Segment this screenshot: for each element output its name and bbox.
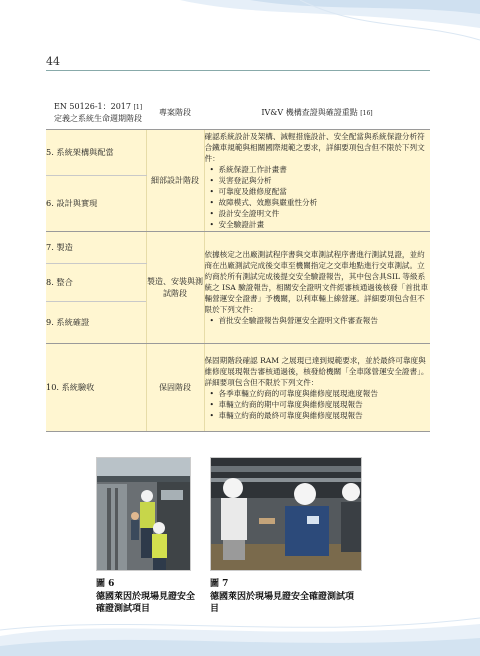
figure-7-photo bbox=[210, 457, 362, 571]
figure-label: 圖 6 bbox=[96, 579, 115, 589]
list-item: • 系統保證工作計畫書 bbox=[214, 164, 431, 175]
lifecycle-table bbox=[46, 97, 430, 432]
figure-caption-text: 德國萊因於現場見證安全確證測試項目 bbox=[96, 591, 196, 615]
phase-cell: 細部設計階段 bbox=[146, 130, 204, 232]
figure-6-photo bbox=[96, 457, 191, 571]
top-wave-decoration bbox=[0, 0, 480, 60]
phase-cell: 保固階段 bbox=[146, 344, 204, 432]
phase-cell: 製造、安裝與測試階段 bbox=[146, 232, 204, 344]
points-list bbox=[205, 315, 431, 326]
points-cell bbox=[204, 232, 430, 344]
table-row bbox=[46, 232, 430, 264]
list-item: • 首批安全驗證報告與營運安全證明文件審查報告 bbox=[214, 315, 431, 326]
header-ivv-focus: IV&V 機構查證與確證重點 [16] bbox=[204, 97, 430, 130]
table-row bbox=[46, 344, 430, 432]
stage-cell: 6. 設計與實現 bbox=[46, 176, 146, 232]
table-row bbox=[46, 130, 430, 176]
list-item: • 災害登記與分析 bbox=[214, 175, 431, 186]
points-intro: 保固期階段確認 RAM 之展現已達到規範要求，並於最終可靠度與維修度展現報告審核通過後，核發給機關「全車隊營運安全證書」。詳細要項包含但不限於下列文件： bbox=[204, 355, 429, 387]
stage-cell: 7. 製造 bbox=[46, 232, 146, 264]
list-item: • 可靠度及維修度配當 bbox=[214, 186, 431, 197]
points-cell bbox=[204, 344, 430, 432]
stage-cell: 5. 系統架構與配當 bbox=[46, 130, 146, 176]
list-item: • 安全驗證計畫 bbox=[214, 219, 431, 230]
list-item: • 車輛立約商的期中可靠度與維修度展現報告 bbox=[214, 399, 431, 410]
header-project-phase: 專案階段 bbox=[146, 97, 204, 130]
stage-cell: 8. 整合 bbox=[46, 264, 146, 302]
points-intro: 依據核定之出廠測試程序書與交車測試程序書進行測試見證，並約商在出廠測試完成後交車至機關指定之交車地點進行交車測試。立約商於所有測試完成後提交安全驗證報告，其中包含具SIL 等級系統之 ISA 驗證報告，相關安全證明文件經審核通過後核發「首批車輛營運安全證書」予機關，以利車輛上線營運。詳細要項包含但不限於下列文件： bbox=[204, 250, 429, 314]
list-item: • 設計安全證明文件 bbox=[214, 208, 431, 219]
bottom-wave-decoration bbox=[0, 606, 480, 656]
figure-caption-text: 德國萊因於現場見證安全確證測試項目 bbox=[210, 591, 355, 615]
header-rule bbox=[46, 70, 430, 71]
points-cell bbox=[204, 130, 430, 232]
stage-cell: 9. 系統確證 bbox=[46, 302, 146, 344]
points-intro: 確認系統設計及架構、減輕措施設計、安全配當與系統保證分析符合鐵車規範與相關國際規範之要求，詳細要項包含但不限於下列文件： bbox=[204, 132, 425, 163]
points-list bbox=[205, 388, 431, 421]
points-list bbox=[205, 164, 431, 230]
header-lifecycle: EN 50126-1：2017 [1] 定義之系統生命週期階段 bbox=[46, 97, 146, 130]
list-item: • 各季車輛立約商的可靠度與維修度展現進度報告 bbox=[214, 388, 431, 399]
stage-cell: 10. 系統驗收 bbox=[46, 344, 146, 432]
figure-label: 圖 7 bbox=[210, 579, 229, 589]
table-header-row bbox=[46, 97, 430, 130]
list-item: • 車輛立約商的最終可靠度與維修度展現報告 bbox=[214, 410, 431, 421]
list-item: • 故障模式、效應與嚴重性分析 bbox=[214, 197, 431, 208]
page-number: 44 bbox=[46, 55, 60, 68]
